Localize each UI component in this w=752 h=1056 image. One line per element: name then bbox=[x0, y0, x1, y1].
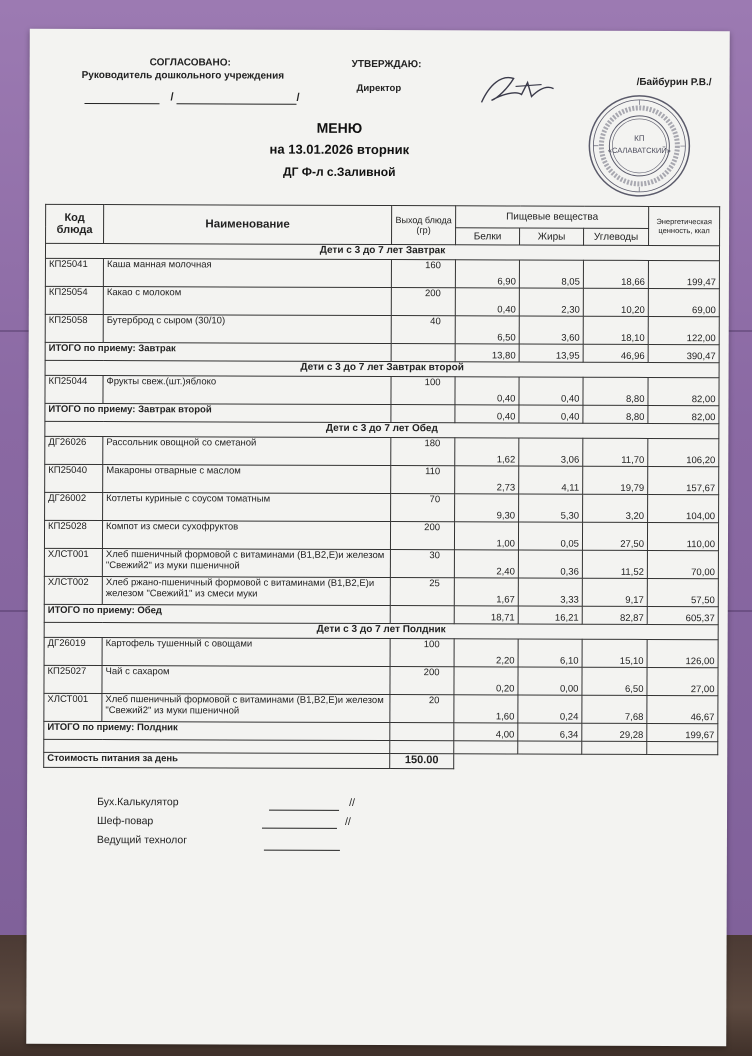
table-row bbox=[45, 314, 719, 344]
dish-fat: 3,33 bbox=[518, 578, 582, 606]
col-code: Код блюда bbox=[46, 204, 104, 243]
director-signature bbox=[471, 64, 561, 114]
dish-name: Чай с сахаром bbox=[102, 666, 390, 695]
dish-yield: 70 bbox=[391, 494, 455, 522]
total-fat: 0,40 bbox=[519, 405, 583, 423]
dish-carbs: 9,17 bbox=[582, 578, 647, 606]
dish-name: Бутерброд с сыром (30/10) bbox=[103, 315, 391, 344]
dish-name: Какао с молоком bbox=[103, 287, 391, 316]
dish-protein: 2,20 bbox=[454, 639, 518, 667]
dish-energy: 104,00 bbox=[648, 494, 719, 522]
total-energy: 199,67 bbox=[647, 723, 718, 741]
table-row bbox=[45, 286, 719, 316]
dish-protein: 1,62 bbox=[455, 438, 519, 466]
dish-carbs: 10,20 bbox=[583, 288, 648, 316]
dish-protein: 1,00 bbox=[454, 522, 518, 550]
accountant-signature-line bbox=[269, 810, 339, 811]
dish-yield: 100 bbox=[391, 377, 455, 405]
dish-protein: 0,40 bbox=[455, 377, 519, 405]
dish-name: Каша манная молочная bbox=[103, 259, 391, 288]
dish-yield: 30 bbox=[390, 550, 454, 578]
dish-carbs: 18,10 bbox=[583, 316, 648, 344]
table-row bbox=[44, 576, 718, 606]
dish-energy: 69,00 bbox=[648, 288, 719, 316]
dish-carbs: 7,68 bbox=[582, 695, 647, 723]
dish-energy: 46,67 bbox=[647, 695, 718, 723]
dish-energy: 82,00 bbox=[648, 377, 719, 405]
chef-signature-line bbox=[262, 828, 337, 829]
page-title: МЕНЮ bbox=[316, 119, 363, 136]
table-row bbox=[44, 637, 718, 667]
total-carbs: 8,80 bbox=[583, 405, 648, 423]
dish-fat: 0,05 bbox=[518, 522, 582, 550]
dish-code: КП25041 bbox=[45, 258, 103, 286]
dish-energy: 126,00 bbox=[647, 639, 718, 667]
agreed-label: СОГЛАСОВАНО: bbox=[149, 57, 231, 69]
dish-fat: 0,40 bbox=[519, 377, 583, 405]
total-row bbox=[45, 342, 719, 362]
dish-carbs: 15,10 bbox=[582, 639, 647, 667]
dish-fat: 0,00 bbox=[518, 667, 582, 695]
table-row bbox=[44, 520, 718, 550]
dish-protein: 1,67 bbox=[454, 578, 518, 606]
total-energy: 82,00 bbox=[648, 405, 719, 423]
total-carbs: 46,96 bbox=[583, 344, 648, 362]
dish-protein: 6,90 bbox=[455, 260, 519, 288]
dish-code: КП25054 bbox=[45, 286, 103, 314]
director-label: Директор bbox=[356, 82, 402, 95]
stamp-center-name: «САЛАВАТСКИЙ» bbox=[607, 145, 671, 156]
total-protein: 18,71 bbox=[454, 606, 518, 624]
total-label: ИТОГО по приему: Завтрак bbox=[45, 342, 391, 361]
dish-name: Хлеб ржано-пшеничный формовой с витаминами (В1,В2,Е)и железом "Свежий1" из смеси муки bbox=[102, 577, 390, 606]
accountant-label: Бух.Калькулятор bbox=[97, 796, 179, 809]
dish-name: Рассольник овощной со сметаной bbox=[103, 437, 391, 466]
dish-energy: 199,47 bbox=[648, 260, 719, 288]
total-row bbox=[45, 403, 719, 423]
dish-yield: 180 bbox=[391, 438, 455, 466]
accountant-slashes: // bbox=[349, 796, 355, 809]
dish-protein: 6,50 bbox=[455, 316, 519, 344]
dish-yield: 160 bbox=[391, 260, 455, 288]
dish-fat: 5,30 bbox=[519, 494, 583, 522]
dish-energy: 157,67 bbox=[648, 466, 719, 494]
chef-label: Шеф-повар bbox=[96, 815, 154, 828]
dish-carbs: 8,80 bbox=[583, 377, 648, 405]
col-nutrients: Пищевые вещества bbox=[456, 206, 649, 229]
stamp-center-top: КП bbox=[634, 133, 645, 143]
table-row bbox=[44, 665, 718, 695]
dish-code: КП25058 bbox=[45, 314, 103, 342]
table-row bbox=[45, 492, 719, 522]
cost-label: Стоимость питания за день bbox=[44, 752, 390, 768]
dish-energy: 57,50 bbox=[647, 578, 718, 606]
dish-code: ХЛСТ001 bbox=[44, 548, 102, 576]
dish-yield: 40 bbox=[391, 316, 455, 344]
dish-name: Макароны отварные с маслом bbox=[103, 465, 391, 494]
menu-place: ДГ Ф-л с.Заливной bbox=[283, 164, 396, 180]
total-row bbox=[44, 604, 718, 624]
dish-yield: 200 bbox=[390, 667, 454, 695]
signature-line bbox=[85, 103, 160, 104]
menu-document bbox=[26, 29, 730, 1046]
dish-protein: 9,30 bbox=[455, 494, 519, 522]
dish-energy: 110,00 bbox=[647, 522, 718, 550]
dish-name: Котлеты куриные с соусом томатным bbox=[103, 493, 391, 522]
dish-energy: 27,00 bbox=[647, 667, 718, 695]
dish-name: Компот из смеси сухофруктов bbox=[102, 521, 390, 550]
table-row bbox=[44, 548, 718, 578]
dish-fat: 0,36 bbox=[518, 550, 582, 578]
col-energy: Энергетическая ценность, ккал bbox=[649, 206, 720, 245]
total-energy: 390,47 bbox=[648, 344, 719, 362]
signature-slash: / bbox=[170, 91, 174, 104]
dish-energy: 70,00 bbox=[647, 550, 718, 578]
dish-protein: 2,73 bbox=[455, 466, 519, 494]
section-title: Дети с 3 до 7 лет Обед bbox=[45, 421, 719, 438]
director-name: /Байбурин Р.В./ bbox=[636, 76, 712, 89]
dish-code: КП25044 bbox=[45, 375, 103, 403]
dish-code: ХЛСТ002 bbox=[44, 576, 102, 604]
table-row bbox=[44, 693, 718, 723]
section-title: Дети с 3 до 7 лет Полдник bbox=[44, 622, 718, 639]
dish-protein: 2,40 bbox=[454, 550, 518, 578]
section-title: Дети с 3 до 7 лет Завтрак второй bbox=[45, 360, 719, 377]
total-carbs: 29,28 bbox=[582, 723, 647, 741]
dish-carbs: 27,50 bbox=[582, 522, 647, 550]
signature-slash: / bbox=[296, 91, 300, 104]
menu-date: на 13.01.2026 вторник bbox=[269, 141, 410, 158]
col-name: Наименование bbox=[104, 205, 392, 245]
total-row bbox=[44, 721, 718, 741]
chef-slashes: // bbox=[344, 815, 351, 828]
total-protein: 0,40 bbox=[455, 405, 519, 423]
dish-carbs: 11,70 bbox=[583, 438, 648, 466]
table-row bbox=[45, 258, 719, 288]
approve-label: УТВЕРЖДАЮ: bbox=[351, 58, 422, 71]
dish-carbs: 11,52 bbox=[582, 550, 647, 578]
section-title: Дети с 3 до 7 лет Завтрак bbox=[45, 243, 719, 260]
total-fat: 13,95 bbox=[519, 344, 583, 362]
dish-yield: 200 bbox=[391, 288, 455, 316]
table-row bbox=[45, 375, 719, 405]
total-carbs: 82,87 bbox=[582, 606, 647, 624]
dish-code: ХЛСТ001 bbox=[44, 693, 102, 721]
dish-fat: 0,24 bbox=[518, 695, 582, 723]
dish-fat: 2,30 bbox=[519, 288, 583, 316]
dish-name: Хлеб пшеничный формовой с витаминами (В1,В2,Е)и железом "Свежий2" из муки пшеничной bbox=[102, 549, 390, 578]
dish-yield: 25 bbox=[390, 578, 454, 606]
dish-name: Фрукты свеж.(шт.)яблоко bbox=[103, 376, 391, 405]
dish-yield: 110 bbox=[391, 466, 455, 494]
dish-name: Хлеб пшеничный формовой с витаминами (В1,В2,Е)и железом "Свежий2" из муки пшеничной bbox=[102, 694, 390, 723]
total-label: ИТОГО по приему: Обед bbox=[44, 604, 390, 623]
dish-protein: 0,40 bbox=[455, 288, 519, 316]
total-label: ИТОГО по приему: Полдник bbox=[44, 721, 390, 740]
dish-code: КП25027 bbox=[44, 665, 102, 693]
agreed-role: Руководитель дошкольного учреждения bbox=[81, 69, 285, 82]
dish-yield: 20 bbox=[390, 695, 454, 723]
dish-fat: 8,05 bbox=[519, 260, 583, 288]
col-carbs: Углеводы bbox=[584, 228, 649, 245]
dish-fat: 3,60 bbox=[519, 316, 583, 344]
dish-code: ДГ26002 bbox=[45, 492, 103, 520]
dish-yield: 200 bbox=[390, 522, 454, 550]
menu-table bbox=[43, 204, 720, 770]
total-protein: 13,80 bbox=[455, 344, 519, 362]
organization-stamp bbox=[586, 93, 692, 199]
dish-code: ДГ26019 bbox=[44, 637, 102, 665]
total-fat: 6,34 bbox=[518, 723, 582, 741]
dish-fat: 4,11 bbox=[519, 466, 583, 494]
dish-carbs: 3,20 bbox=[583, 494, 648, 522]
table-row bbox=[45, 464, 719, 494]
dish-yield: 100 bbox=[390, 639, 454, 667]
total-fat: 16,21 bbox=[518, 606, 582, 624]
technologist-label: Ведущий технолог bbox=[96, 834, 188, 847]
dish-name: Картофель тушенный с овощами bbox=[102, 638, 390, 667]
dish-fat: 3,06 bbox=[519, 438, 583, 466]
cost-value: 150.00 bbox=[390, 754, 454, 769]
dish-carbs: 18,66 bbox=[583, 260, 648, 288]
dish-code: ДГ26026 bbox=[45, 436, 103, 464]
signature-name-line bbox=[177, 103, 297, 104]
col-protein: Белки bbox=[456, 228, 520, 245]
dish-code: КП25040 bbox=[45, 464, 103, 492]
col-fat: Жиры bbox=[520, 228, 584, 245]
dish-energy: 106,20 bbox=[648, 438, 719, 466]
dish-carbs: 19,79 bbox=[583, 466, 648, 494]
dish-protein: 0,20 bbox=[454, 667, 518, 695]
dish-fat: 6,10 bbox=[518, 639, 582, 667]
col-yield: Выход блюда (гр) bbox=[392, 206, 456, 245]
dish-carbs: 6,50 bbox=[582, 667, 647, 695]
total-energy: 605,37 bbox=[647, 606, 718, 624]
dish-energy: 122,00 bbox=[648, 316, 719, 344]
dish-code: КП25028 bbox=[44, 520, 102, 548]
technologist-signature-line bbox=[264, 850, 340, 851]
total-label: ИТОГО по приему: Завтрак второй bbox=[45, 403, 391, 422]
dish-protein: 1,60 bbox=[454, 695, 518, 723]
cost-row bbox=[44, 752, 718, 769]
table-row bbox=[45, 436, 719, 466]
total-protein: 4,00 bbox=[454, 723, 518, 741]
